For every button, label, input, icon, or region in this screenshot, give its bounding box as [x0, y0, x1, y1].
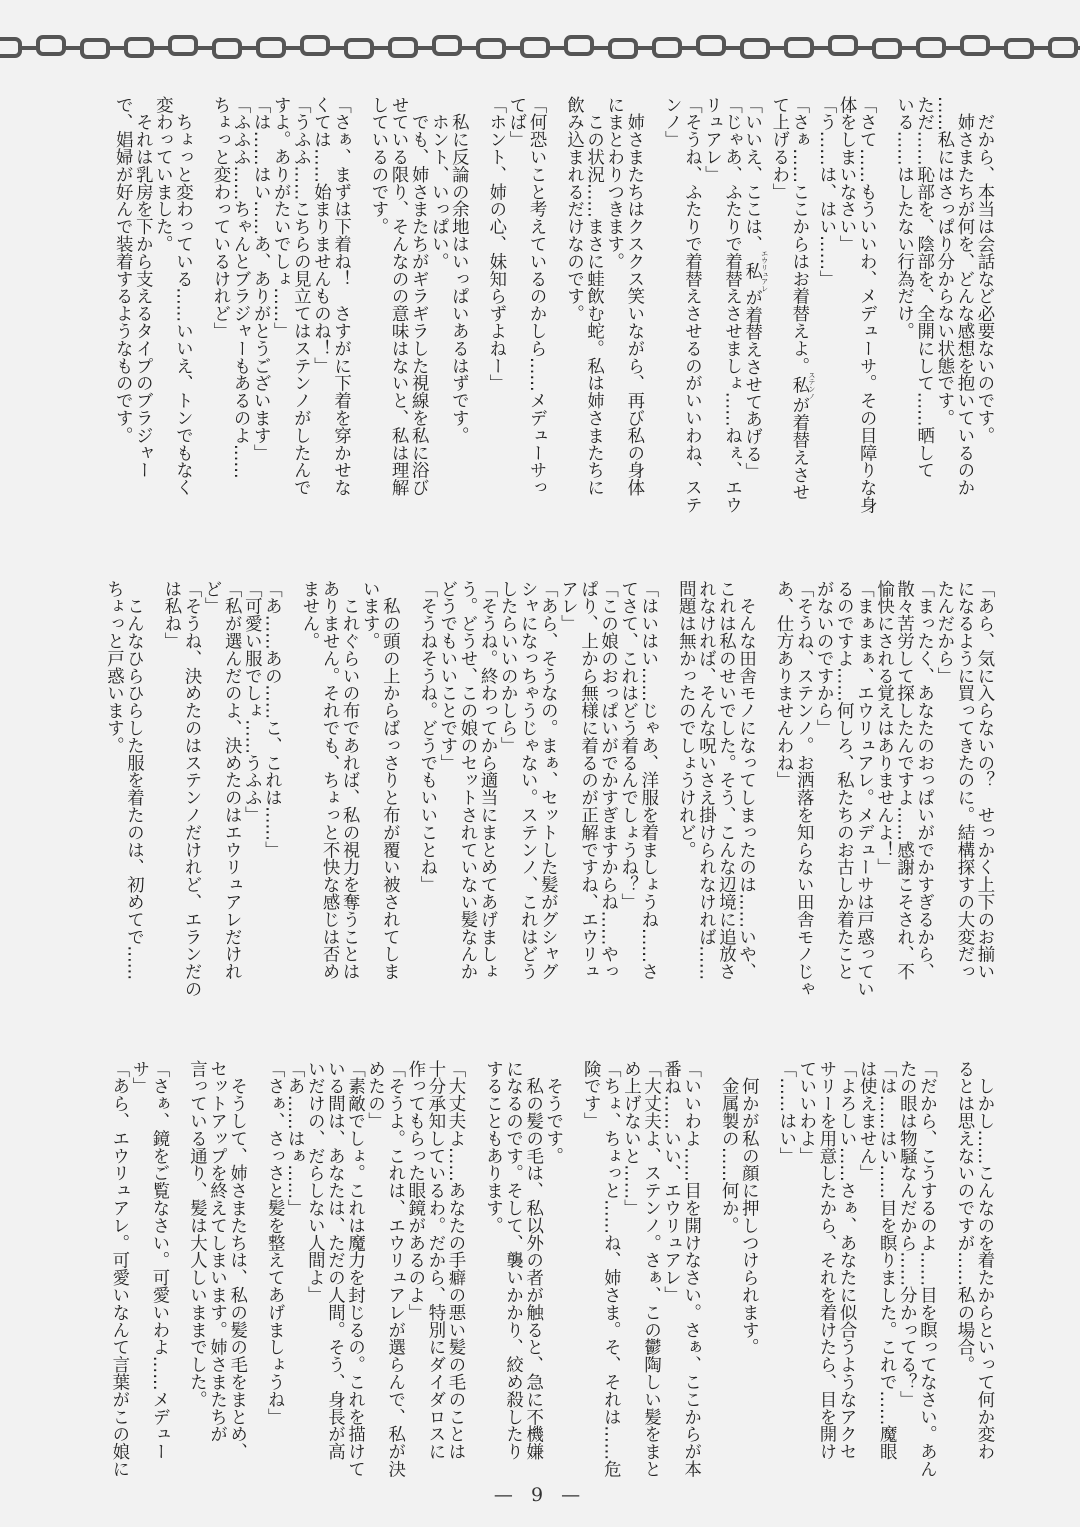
text-column: [563, 1060, 580, 1470]
text-column: 飲み込まれるだけなのです。: [563, 96, 584, 323]
text-column: [468, 96, 485, 546]
text-column: することもあります。: [482, 1060, 503, 1234]
text-column: あ、仕方ありませんわね」: [773, 580, 794, 789]
text-run: 「さぁ……ここからはお着替えよ。: [788, 96, 809, 375]
text-column: 「ふふふ……ちゃんとブラジャーもあるのよ……: [230, 96, 251, 479]
text-column: したらいいのかしら」: [497, 580, 518, 754]
text-column: [169, 1060, 186, 1470]
text-column: これは私のせいでした。そう、こんな辺境に追放さ: [715, 580, 736, 981]
text-column: 「あ……はぁ……」: [284, 1060, 305, 1217]
text-column: こんなひらひらした服を着たのは、初めてで……: [123, 580, 144, 981]
text-column: 「何恐いこと考えているのかしら……メデューサっ: [526, 96, 547, 497]
chain-link: [126, 39, 152, 56]
text-column: にまとわりつきます。: [603, 96, 624, 270]
text-column: ただ……恥部を、陰部を、全開にして……晒して: [913, 96, 934, 479]
chain-link: [698, 37, 724, 54]
chain-link: [390, 39, 416, 56]
chain-link: [170, 37, 196, 54]
text-column: サ」: [128, 1060, 149, 1095]
text-column: 「うふふ……こちらの見立てはステンノがしたんで: [290, 96, 311, 497]
text-column: 「……はい」: [775, 1060, 796, 1165]
text-column: サリーを用意したから、それを着けたら、目を開け: [815, 1060, 836, 1461]
ruby-annotation: [788, 371, 816, 400]
ruby-annotation: [741, 249, 769, 292]
text-column: 愉快にされる覚えはありませんよ！」: [873, 580, 894, 876]
text-column: すよ。ありがたいでしょ……」: [270, 96, 291, 340]
text-column: いる間は、あなたは、ただの人間。そう、身長が高: [324, 1060, 345, 1461]
text-column: だから、本当は会話など必要ないのです。: [974, 96, 994, 444]
chain-link: [962, 37, 988, 54]
text-column: シャになっちゃうじゃない。ステンノ、これはどう: [517, 580, 538, 981]
text-column: [281, 580, 298, 1020]
text-column: 言っている通り、髪は大人しいままでした。: [186, 1060, 207, 1408]
text-column: るのですよ……何しろ、私たちのお古しか着たこと: [833, 580, 854, 981]
text-block-middle: [103, 580, 994, 1020]
text-column: たの眼は物騒なんだから……分かってる？」: [896, 1060, 917, 1408]
text-column: になるのです。そして、襲いかかり、絞め殺したり: [502, 1060, 523, 1461]
text-column: 私の髪の毛は、私以外の者が触ると、急に不機嫌: [522, 1060, 543, 1461]
text-column: 「ちょ、ちょっと……ね、姉さま。そ、それは……危: [600, 1060, 621, 1478]
text-column: 私の頭の上からばっさりと布が覆い被されてしま: [379, 580, 400, 981]
text-column: 「さぁ、鏡をご覧なさい。可愛いわよ……メデュー: [148, 1060, 169, 1461]
text-column: そんな田舎モノになってしまったのは……いや、: [735, 580, 756, 981]
text-column: そうして、姉さまたちは、私の髪の毛をまとめ、: [226, 1060, 247, 1461]
text-column: セットアップを終えてしまいます。姉さまたちが: [206, 1060, 227, 1443]
text-column: 「は……はい……あ、ありがとうございます」: [250, 96, 271, 462]
chain-border-decoration: [0, 28, 1080, 68]
text-column: 問題は無かったのでしょうけれど。: [675, 580, 696, 859]
text-column: せている限り、そんなのの意味はないと、私は理解: [388, 96, 409, 497]
text-column: それは乳房を下から支えるタイプのブラジャー: [132, 96, 153, 479]
text-block-lower: [108, 1060, 994, 1478]
text-column: 「そうよ。これは、エウリュアレが選らんで、私が決: [384, 1060, 405, 1478]
text-column: 散々苦労して探したんですよ……感謝こそされ、不: [893, 580, 914, 981]
text-column: 私に反論の余地はいっぱいあるはずです。: [448, 96, 469, 444]
ruby-text: ステンノ: [807, 371, 816, 400]
text-column: るとは思えないのですが……私の場合。: [953, 1060, 974, 1374]
text-column: ぱり、上から無様に着るのが正解ですね、エウリュ: [577, 580, 598, 981]
text-column: 「さぁ、さっさと髪を整えてあげましょうね」: [264, 1060, 285, 1426]
chain-link: [82, 40, 108, 57]
text-column: 「あ……あの……こ、これは……」: [261, 580, 282, 859]
text-column: ちょっと変わっているけれど」: [209, 96, 230, 340]
text-column: 「よろしい……さぁ、あなたに似合うようなアクセ: [836, 1060, 857, 1461]
text-column: で、娼婦が好んで装着するようなものです。: [112, 96, 133, 444]
text-column: くては……始まりませんものね！」: [310, 96, 331, 375]
chain-link: [258, 39, 284, 56]
text-column: ンノ」: [661, 96, 682, 149]
text-column: 「あら、エウリュアレ。可愛いなんて言葉がこの娘に: [108, 1060, 129, 1478]
text-column: [399, 580, 416, 1020]
text-column: 番ね……いい、エウリュアレ」: [660, 1060, 681, 1304]
text-column: 「そうね。終わってから適当にまとめてあげましょ: [477, 580, 498, 981]
text-column: がないのですから」: [813, 580, 834, 737]
chain-link: [786, 39, 812, 56]
text-column: 変わっていました。: [152, 96, 173, 253]
chain-link: [434, 37, 460, 54]
chain-link: [1050, 39, 1076, 56]
text-column: 何かが私の顔に押しつけられます。: [738, 1060, 759, 1356]
text-column: [465, 1060, 482, 1470]
text-column: てさて、これはどう着るんでしょうね？」: [617, 580, 638, 911]
text-column: は私ね」: [160, 580, 181, 650]
chain-link: [478, 40, 504, 57]
text-column: [192, 96, 209, 546]
text-column: 「そうね、ふたりで着替えさせるのがいいわね、ステ: [681, 96, 702, 514]
text-column: [936, 1060, 953, 1470]
text-column: 「まったく、あなたのおっぱいがでかすぎるから、: [913, 580, 934, 981]
ruby-base: 私: [741, 249, 762, 292]
page-number: — 9 —: [493, 1484, 587, 1506]
text-run: が着替えさせてあげる」: [741, 288, 762, 481]
text-column: ホント、いっぱい。: [428, 96, 449, 270]
text-column: 「いいわよ……目を開けなさい。さぁ、ここからが本: [680, 1060, 701, 1478]
text-column: 「そうね、決めたのはステンノだけれど、エランだの: [181, 580, 202, 998]
text-column: ていいわよ」: [795, 1060, 816, 1165]
text-column: 「だから、こうするのよ……目を瞑ってなさい。あん: [916, 1060, 937, 1478]
text-column: でも、姉さまたちがギラギラした視線を私に浴び: [408, 96, 429, 497]
text-column: どうでもいいことです」: [436, 580, 457, 772]
text-column: 「可愛い服でしょ……うふふ」: [241, 580, 262, 824]
text-column: 「さぁ、まずは下着ね！ さすがに下着を穿かせな: [330, 96, 351, 497]
chain-link: [214, 40, 240, 57]
text-column: [351, 96, 368, 546]
text-column: ちょっと戸惑います。: [103, 580, 124, 754]
text-column: いだけの、だらしない人間よ」: [304, 1060, 325, 1304]
text-column: [789, 96, 816, 546]
text-column: 金属製の……何か。: [718, 1060, 739, 1234]
text-column: ません。: [298, 580, 319, 650]
text-run: が着替えさせ: [788, 396, 809, 501]
chain-link: [654, 39, 680, 56]
text-column: れなければ、そんな呪いさえ掛けられなければ……: [695, 580, 716, 981]
ruby-text: エウリュアレ: [760, 249, 769, 292]
text-column: [876, 96, 893, 546]
text-column: てば」: [505, 96, 526, 149]
text-column: [658, 580, 675, 1020]
text-column: [143, 580, 160, 1020]
text-column: [701, 1060, 718, 1470]
text-column: 十分承知しているわ。だから、特別にダイダロスに: [424, 1060, 445, 1461]
chain-link: [302, 37, 328, 54]
text-column: 「う……は、はい……」: [815, 96, 836, 288]
text-column: 「私が選んだのよ、決めたのはエウリュアレだけれ: [221, 580, 242, 981]
text-column: 「あら、そうなの。まぁ、セットした髪がグシャグ: [537, 580, 558, 981]
text-column: そうです。: [542, 1060, 563, 1165]
chain-link: [1006, 40, 1032, 57]
text-column: しているのです。: [368, 96, 388, 236]
text-column: 「ホント、姉の心、妹知らずよねー」: [485, 96, 506, 392]
chain-link: [742, 40, 768, 57]
text-column: 「じゃあ、ふたりで着替えさせましょ……ねぇ、エウ: [721, 96, 742, 514]
text-column: ちょっと変わっている……いいえ、トンでもなく: [172, 96, 193, 497]
text-column: [247, 1060, 264, 1470]
text-column: 「そうねそうね。どうでもいいことね」: [416, 580, 437, 894]
text-column: 体をしまいなさい」: [836, 96, 857, 253]
text-column: 姉さまたちはクスクス笑いながら、再び私の身体: [623, 96, 644, 497]
chain-link: [38, 37, 64, 54]
text-column: ありません。それでも、ちょっと不快な感じは否め: [319, 580, 340, 981]
text-column: 「大丈夫よ、ステンノ。さぁ、この鬱陶しい髪をまと: [640, 1060, 661, 1478]
chain-link: [918, 39, 944, 56]
text-column: 「そうね、ステンノ。お洒落を知らない田舎モノじゃ: [793, 580, 814, 998]
text-column: う。どうせ、この娘のセットされていない髪なんか: [456, 580, 477, 981]
chain-link: [610, 40, 636, 57]
text-column: 「素敵でしょ。これは魔力を封じるの。これを描けて: [344, 1060, 365, 1478]
chain-link: [874, 40, 900, 57]
text-column: たんだから」: [933, 580, 954, 685]
text-run: 「いいえ、ここは、: [741, 96, 762, 253]
text-column: 「まぁまぁ、エウリュアレ。メデューサは戸惑ってい: [853, 580, 874, 998]
text-column: めたの」: [364, 1060, 385, 1130]
text-column: [756, 580, 773, 1020]
text-column: リュアレ」: [701, 96, 722, 183]
text-column: 「さて……もういいわ、メデューサ。その目障りな身: [856, 96, 877, 514]
text-column: 「あら、気に入らないの？ せっかく上下のお揃い: [974, 580, 994, 981]
text-column: 「大丈夫よ……あなたの手癖の悪い髪の毛のことは: [444, 1060, 465, 1461]
text-column: アレ」: [557, 580, 578, 633]
text-column: しかし……こんなのを着たからといって何か変わ: [974, 1060, 994, 1461]
text-column: [742, 96, 769, 546]
text-column: この状況……まさに蛙飲む蛇。私は姉さまたちに: [583, 96, 604, 497]
text-column: 作ってもらった眼鏡があるのよ」: [404, 1060, 425, 1321]
text-column: 「この娘のおっぱいがでかすぎますからね……やっ: [597, 580, 618, 981]
chain-link: [566, 37, 592, 54]
text-block-upper: [112, 96, 994, 546]
text-column: め上げないと……」: [620, 1060, 641, 1217]
text-column: ど」: [201, 580, 222, 615]
text-column: [644, 96, 661, 546]
chain-link: [0, 39, 20, 56]
text-column: [758, 1060, 775, 1470]
chain-link: [346, 40, 372, 57]
text-column: て上げるわ」: [768, 96, 789, 201]
text-column: になるように買ってきたのに。結構探すの大変だっ: [953, 580, 974, 981]
text-column: は使えません」: [856, 1060, 877, 1182]
ruby-base: 私: [788, 371, 809, 400]
text-column: [546, 96, 563, 546]
text-column: います。: [359, 580, 380, 650]
text-column: これぐらいの布であれば、私の視力を奪うことは: [339, 580, 360, 981]
chain-link: [830, 37, 856, 54]
text-column: 「はいはい……じゃあ、洋服を着ましょうね……さ: [637, 580, 658, 981]
text-column: 姉さまたちが何を、どんな感想を抱いているのか: [953, 96, 974, 497]
text-column: 「は……はい……目を瞑りました。これで……魔眼: [876, 1060, 897, 1461]
text-column: ……私にはさっぱり分からない状態です。: [933, 96, 954, 427]
text-column: いる……はしたない行為だけ。: [893, 96, 914, 340]
text-column: 険です」: [580, 1060, 601, 1130]
chain-link: [522, 39, 548, 56]
